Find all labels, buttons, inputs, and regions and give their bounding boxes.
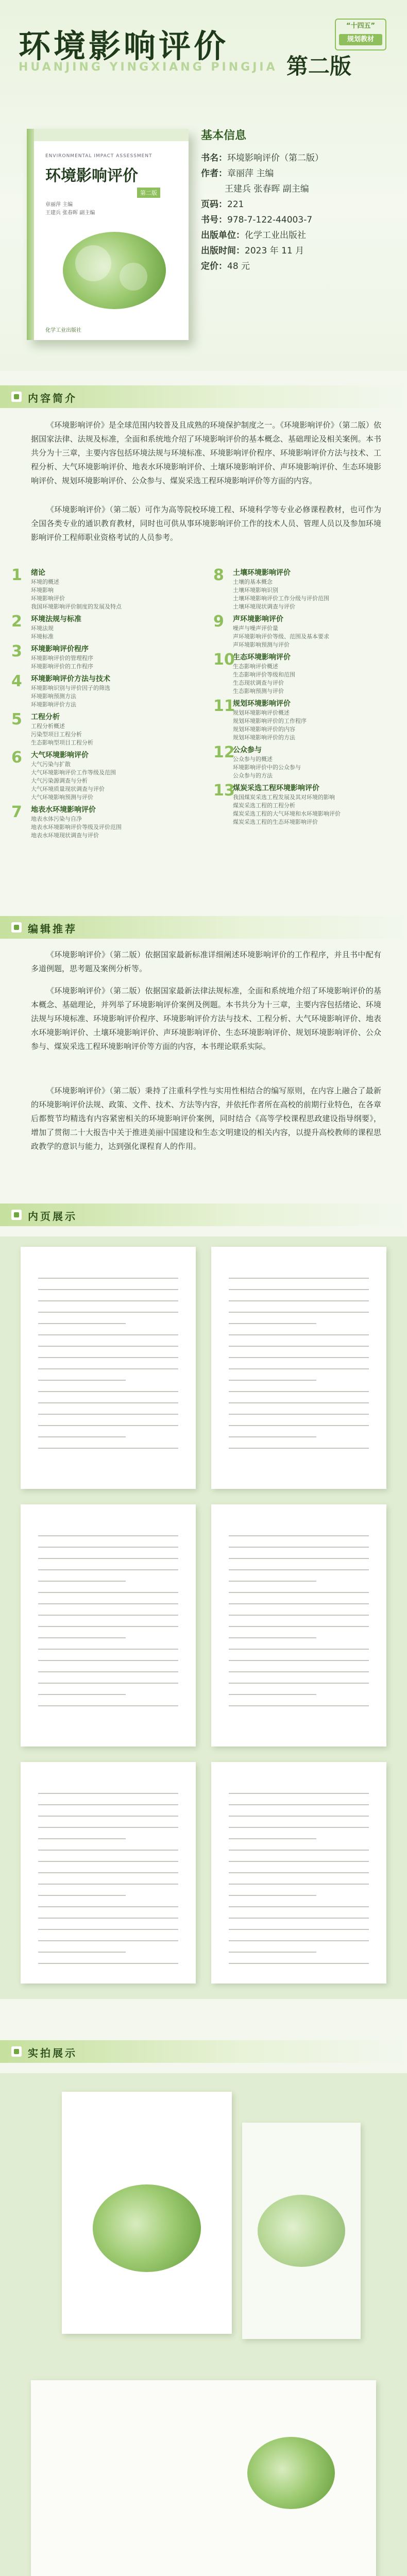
- cover-en-title: ENVIRONMENTAL IMPACT ASSESSMENT: [45, 154, 152, 159]
- chapter-subsection: 煤炭采选工程的生态环境影响评价: [233, 819, 318, 825]
- toc-chapter: [213, 783, 399, 826]
- chapter-subsection: 规划环境影响评价的内容: [233, 726, 295, 733]
- table-of-contents: [0, 568, 407, 897]
- toc-right-column: [213, 568, 399, 829]
- cover-authors: [45, 201, 95, 217]
- toc-chapter: [213, 652, 399, 696]
- recommend-paragraph: 《环境影响评价》（第二版）依据国家最新法律法规标准，全面和系统地介绍了环境影响评价的基本概念、基础理论，并列举了环境影响评价案例及例题。本书共分为十三章，主要内容包括绪论、环境法规与环境标准、环境影响评价程序、环境影响评价方法与技术、工程分析、大气环境影响评价、地表水环境影响评价、土壤环境影响评价、声环境影响评价、生态环境影响评价、规划环境影响评价、公众参与、煤炭采选工程环境影响评价等方面的内容，本书理论联系实际。: [31, 986, 381, 1051]
- cover-author-deputy: 王建兵 张春晖 副主编: [45, 210, 95, 216]
- chapter-number: 1: [11, 566, 22, 584]
- section-title: 内容简介: [28, 392, 77, 404]
- chapter-title: 环境法规与标准: [31, 615, 81, 623]
- chapter-number: 3: [11, 642, 22, 660]
- chapter-subsection: 生态影响评价等级和范围: [233, 671, 295, 678]
- info-row: 页码：221: [201, 199, 244, 210]
- chapter-subsection: 环境标准: [31, 633, 54, 640]
- inner-page-image: [21, 1247, 196, 1489]
- chapter-subsection: 环境法规: [31, 625, 54, 632]
- chapter-subsection: 地表水体污染与自净: [31, 816, 82, 822]
- chapter-subsection: 噪声与噪声评价量: [233, 625, 278, 632]
- toc-chapter: [213, 568, 399, 611]
- chapter-subsection: 大气环境质量现状调查与评价: [31, 786, 105, 792]
- book-cover: [27, 129, 189, 340]
- chapter-subsection: 土壤环境影响评价工作分级与评价范围: [233, 595, 329, 602]
- chapter-title: 生态环境影响评价: [233, 653, 291, 662]
- inner-page-image: [211, 1762, 386, 1984]
- chapter-subsection: 环境影响识别与评价因子的筛选: [31, 685, 110, 691]
- chapter-title: 工程分析: [31, 713, 60, 721]
- chapter-number: 2: [11, 613, 22, 631]
- page-title: 环境影响评价: [19, 27, 229, 65]
- recommend-paragraph: 《环境影响评价》（第二版）秉持了注重科学性与实用性相结合的编写原则，在内容上融合了最新的环境影响评价法规、政策、文件、技术、方法等内容，并依托作者所在高校的前期行业特色，在各章后都赘节均精选有内容紧密相关的环境影响评价案例，同时结合《高等学校课程思政建设指导纲要》，增加了贯彻二十大报告中关于推进美丽中国建设和生态文明建设的相关内容，以提升高校教师的课程思政教学的意识与能力，达到强化课程育人的作用。: [31, 1086, 381, 1151]
- section-square-icon: [11, 392, 22, 402]
- chapter-subsection: 大气环境影响预测与评价: [31, 794, 93, 801]
- cover-art: [247, 2437, 335, 2509]
- chapter-title: 公众参与: [233, 746, 262, 754]
- info-row: 出版单位：化学工业出版社: [201, 230, 306, 241]
- chapter-subsection: 规划环境影响评价概述: [233, 709, 290, 716]
- chapter-subsection: 声环境影响预测与评价: [233, 641, 290, 648]
- chapter-title: 煤炭采选工程环境影响评价: [233, 784, 319, 792]
- chapter-subsection: 地表水环境现状调查与评价: [31, 832, 99, 839]
- section-square-icon: [11, 922, 22, 933]
- cover-title: 环境影响评价: [45, 167, 138, 185]
- chapter-number: 6: [11, 749, 22, 767]
- section-header-intro: [0, 385, 407, 408]
- chapter-subsection: 煤炭采选工程的大气环境和水环境影响评价: [233, 810, 341, 817]
- toc-chapter: [11, 805, 197, 840]
- plan-badge: [335, 19, 386, 50]
- chapter-subsection: 声环境影响评价等级、范围及基本要求: [233, 633, 329, 640]
- chapter-subsection: 公众参与的概述: [233, 756, 273, 762]
- info-row: 作者：章丽萍 主编: [201, 168, 274, 179]
- chapter-subsection: 环境影响评价中的公众参与: [233, 764, 301, 771]
- chapter-subsection: 我国煤炭采选工程发展及其对环境的影响: [233, 794, 335, 801]
- basic-info-list: [201, 150, 392, 274]
- info-row: 定价：48 元: [201, 261, 250, 272]
- toc-chapter: [11, 712, 197, 747]
- chapter-subsection: 规划环境影响评价的方法: [233, 734, 295, 741]
- hero-banner: [0, 0, 407, 371]
- chapter-subsection: 土壤环境现状调查与评价: [233, 603, 295, 610]
- cover-strip: [34, 129, 189, 141]
- section-title: 编辑推荐: [28, 923, 77, 935]
- inner-page-image: [21, 1504, 196, 1747]
- chapter-title: 土壤环境影响评价: [233, 569, 291, 577]
- cover-art: [63, 232, 166, 309]
- inner-page-image: [21, 1762, 196, 1984]
- section-header-pages: [0, 1204, 407, 1226]
- info-row: 书名：环境影响评价（第二版）: [201, 153, 324, 163]
- toc-left-column: [11, 568, 197, 843]
- chapter-number: 8: [213, 566, 224, 584]
- info-row: 王建兵 张春晖 副主编: [225, 184, 309, 194]
- cover-publisher: 化学工业出版社: [45, 328, 81, 333]
- chapter-subsection: 地表水环境影响评价等级及评价范围: [31, 824, 122, 831]
- cover-author-main: 章丽萍 主编: [45, 202, 73, 208]
- chapter-subsection: 大气污染源调查与分析: [31, 777, 88, 784]
- cover-art: [93, 2184, 201, 2272]
- chapter-subsection: 污染型项目工程分析: [31, 731, 82, 738]
- chapter-number: 10: [213, 651, 235, 669]
- badge-bottom: 规划教材: [339, 34, 382, 45]
- toc-chapter: [11, 750, 197, 802]
- chapter-subsection: 大气污染与扩散: [31, 761, 71, 768]
- info-row: 书号：978-7-122-44003-7: [201, 215, 313, 225]
- photo-book-back: [242, 2123, 361, 2339]
- toc-chapter: [11, 644, 197, 671]
- chapter-title: 声环境影响评价: [233, 615, 283, 623]
- chapter-number: 12: [213, 743, 235, 761]
- info-row: 出版时间：2023 年 11 月: [201, 246, 304, 256]
- chapter-title: 规划环境影响评价: [233, 700, 291, 708]
- basic-info-heading: 基本信息: [201, 129, 247, 142]
- chapter-subsection: 环境影响预测方法: [31, 693, 76, 700]
- chapter-number: 4: [11, 672, 22, 690]
- toc-chapter: [213, 614, 399, 649]
- section-square-icon: [11, 2046, 22, 2057]
- chapter-title: 环境影响评价程序: [31, 645, 89, 653]
- chapter-title: 绪论: [31, 569, 45, 577]
- chapter-subsection: 大气环境影响评价工作等级及范围: [31, 769, 116, 776]
- intro-paragraph: 《环境影响评价》是全球范围内较普及且成熟的环境保护制度之一。《环境影响评价》（第二版）依据国家法律、法规及标准，全面和系统地介绍了环境影响评价的基本概念、基础理论及相关案例。本书共分为十三章，主要内容包括环境法规与环境标准、环境影响评价程序、环境影响评价方法与技术、工程分析、大气环境影响评价、地表水环境影响评价、土壤环境影响评价、声环境影响评价、生态环境影响评价、规划环境影响评价、公众参与、煤炭采选工程环境影响评价等方面的内容。: [31, 420, 381, 485]
- chapter-subsection: 环境影响评价: [31, 595, 65, 602]
- chapter-subsection: 环境影响评价的工作程序: [31, 663, 93, 670]
- chapter-subsection: 生态影响预测与评价: [233, 688, 284, 694]
- section-header-recommend: [0, 916, 407, 939]
- cover-edition: 第二版: [137, 188, 160, 198]
- toc-chapter: [11, 674, 197, 709]
- chapter-subsection: 公众参与的方法: [233, 772, 273, 779]
- intro-paragraph: 《环境影响评价》（第二版）可作为高等院校环境工程、环境科学等专业必修课程教材，也可作为全国各类专业的通识教育教材，同时也可供从事环境影响评价工作的技术人员、管理人员以及参加环境影响评价工程师职业资格考试的人员参考。: [31, 505, 381, 542]
- chapter-subsection: 工程分析概述: [31, 723, 65, 730]
- recommend-paragraph: 《环境影响评价》（第二版）依据国家最新标准详细阐述环境影响评价的工作程序，并且书中配有多道例题，思考题及案例分析等。: [31, 950, 381, 973]
- inner-page-image: [211, 1247, 386, 1489]
- chapter-subsection: 生态现状调查与评价: [233, 680, 284, 686]
- cover-art: [258, 2195, 345, 2267]
- chapter-number: 7: [11, 803, 22, 821]
- chapter-number: 13: [213, 782, 235, 800]
- chapter-title: 大气环境影响评价: [31, 751, 89, 759]
- chapter-subsection: 我国环境影响评价制度的发展及特点: [31, 603, 122, 610]
- section-title: 实拍展示: [28, 2047, 77, 2059]
- chapter-subsection: 土壤环境影响识别: [233, 587, 278, 594]
- chapter-subsection: 生态影响评价概述: [233, 663, 278, 670]
- section-title: 内页展示: [28, 1210, 77, 1223]
- section-square-icon: [11, 1210, 22, 1220]
- inner-page-image: [211, 1504, 386, 1747]
- section-header-photos: [0, 2040, 407, 2063]
- chapter-title: 环境影响评价方法与技术: [31, 675, 110, 683]
- chapter-subsection: 环境影响评价方法: [31, 701, 76, 708]
- chapter-number: 11: [213, 697, 235, 715]
- chapter-subsection: 规划环境影响评价的工作程序: [233, 718, 307, 724]
- toc-chapter: [213, 699, 399, 742]
- chapter-subsection: 土壤的基本概念: [233, 579, 273, 585]
- badge-top: “十四五”: [346, 22, 376, 30]
- toc-chapter: [11, 614, 197, 641]
- edition-label: 第二版: [286, 54, 352, 79]
- toc-chapter: [11, 568, 197, 611]
- photo-open-book: [31, 2380, 376, 2576]
- title-pinyin: HUANJING YINGXIANG PINGJIA: [19, 61, 278, 74]
- toc-chapter: [213, 745, 399, 780]
- chapter-subsection: 环境影响: [31, 587, 54, 594]
- chapter-subsection: 环境的概述: [31, 579, 59, 585]
- cover-spine: [27, 129, 34, 340]
- chapter-subsection: 环境影响评价的管理程序: [31, 655, 93, 662]
- chapter-title: 地表水环境影响评价: [31, 806, 96, 814]
- chapter-subsection: 煤炭采选工程的工程分析: [233, 802, 295, 809]
- chapter-number: 5: [11, 710, 22, 728]
- chapter-number: 9: [213, 613, 224, 631]
- chapter-subsection: 生态影响型项目工程分析: [31, 739, 93, 746]
- photo-book-cover: [62, 2092, 232, 2334]
